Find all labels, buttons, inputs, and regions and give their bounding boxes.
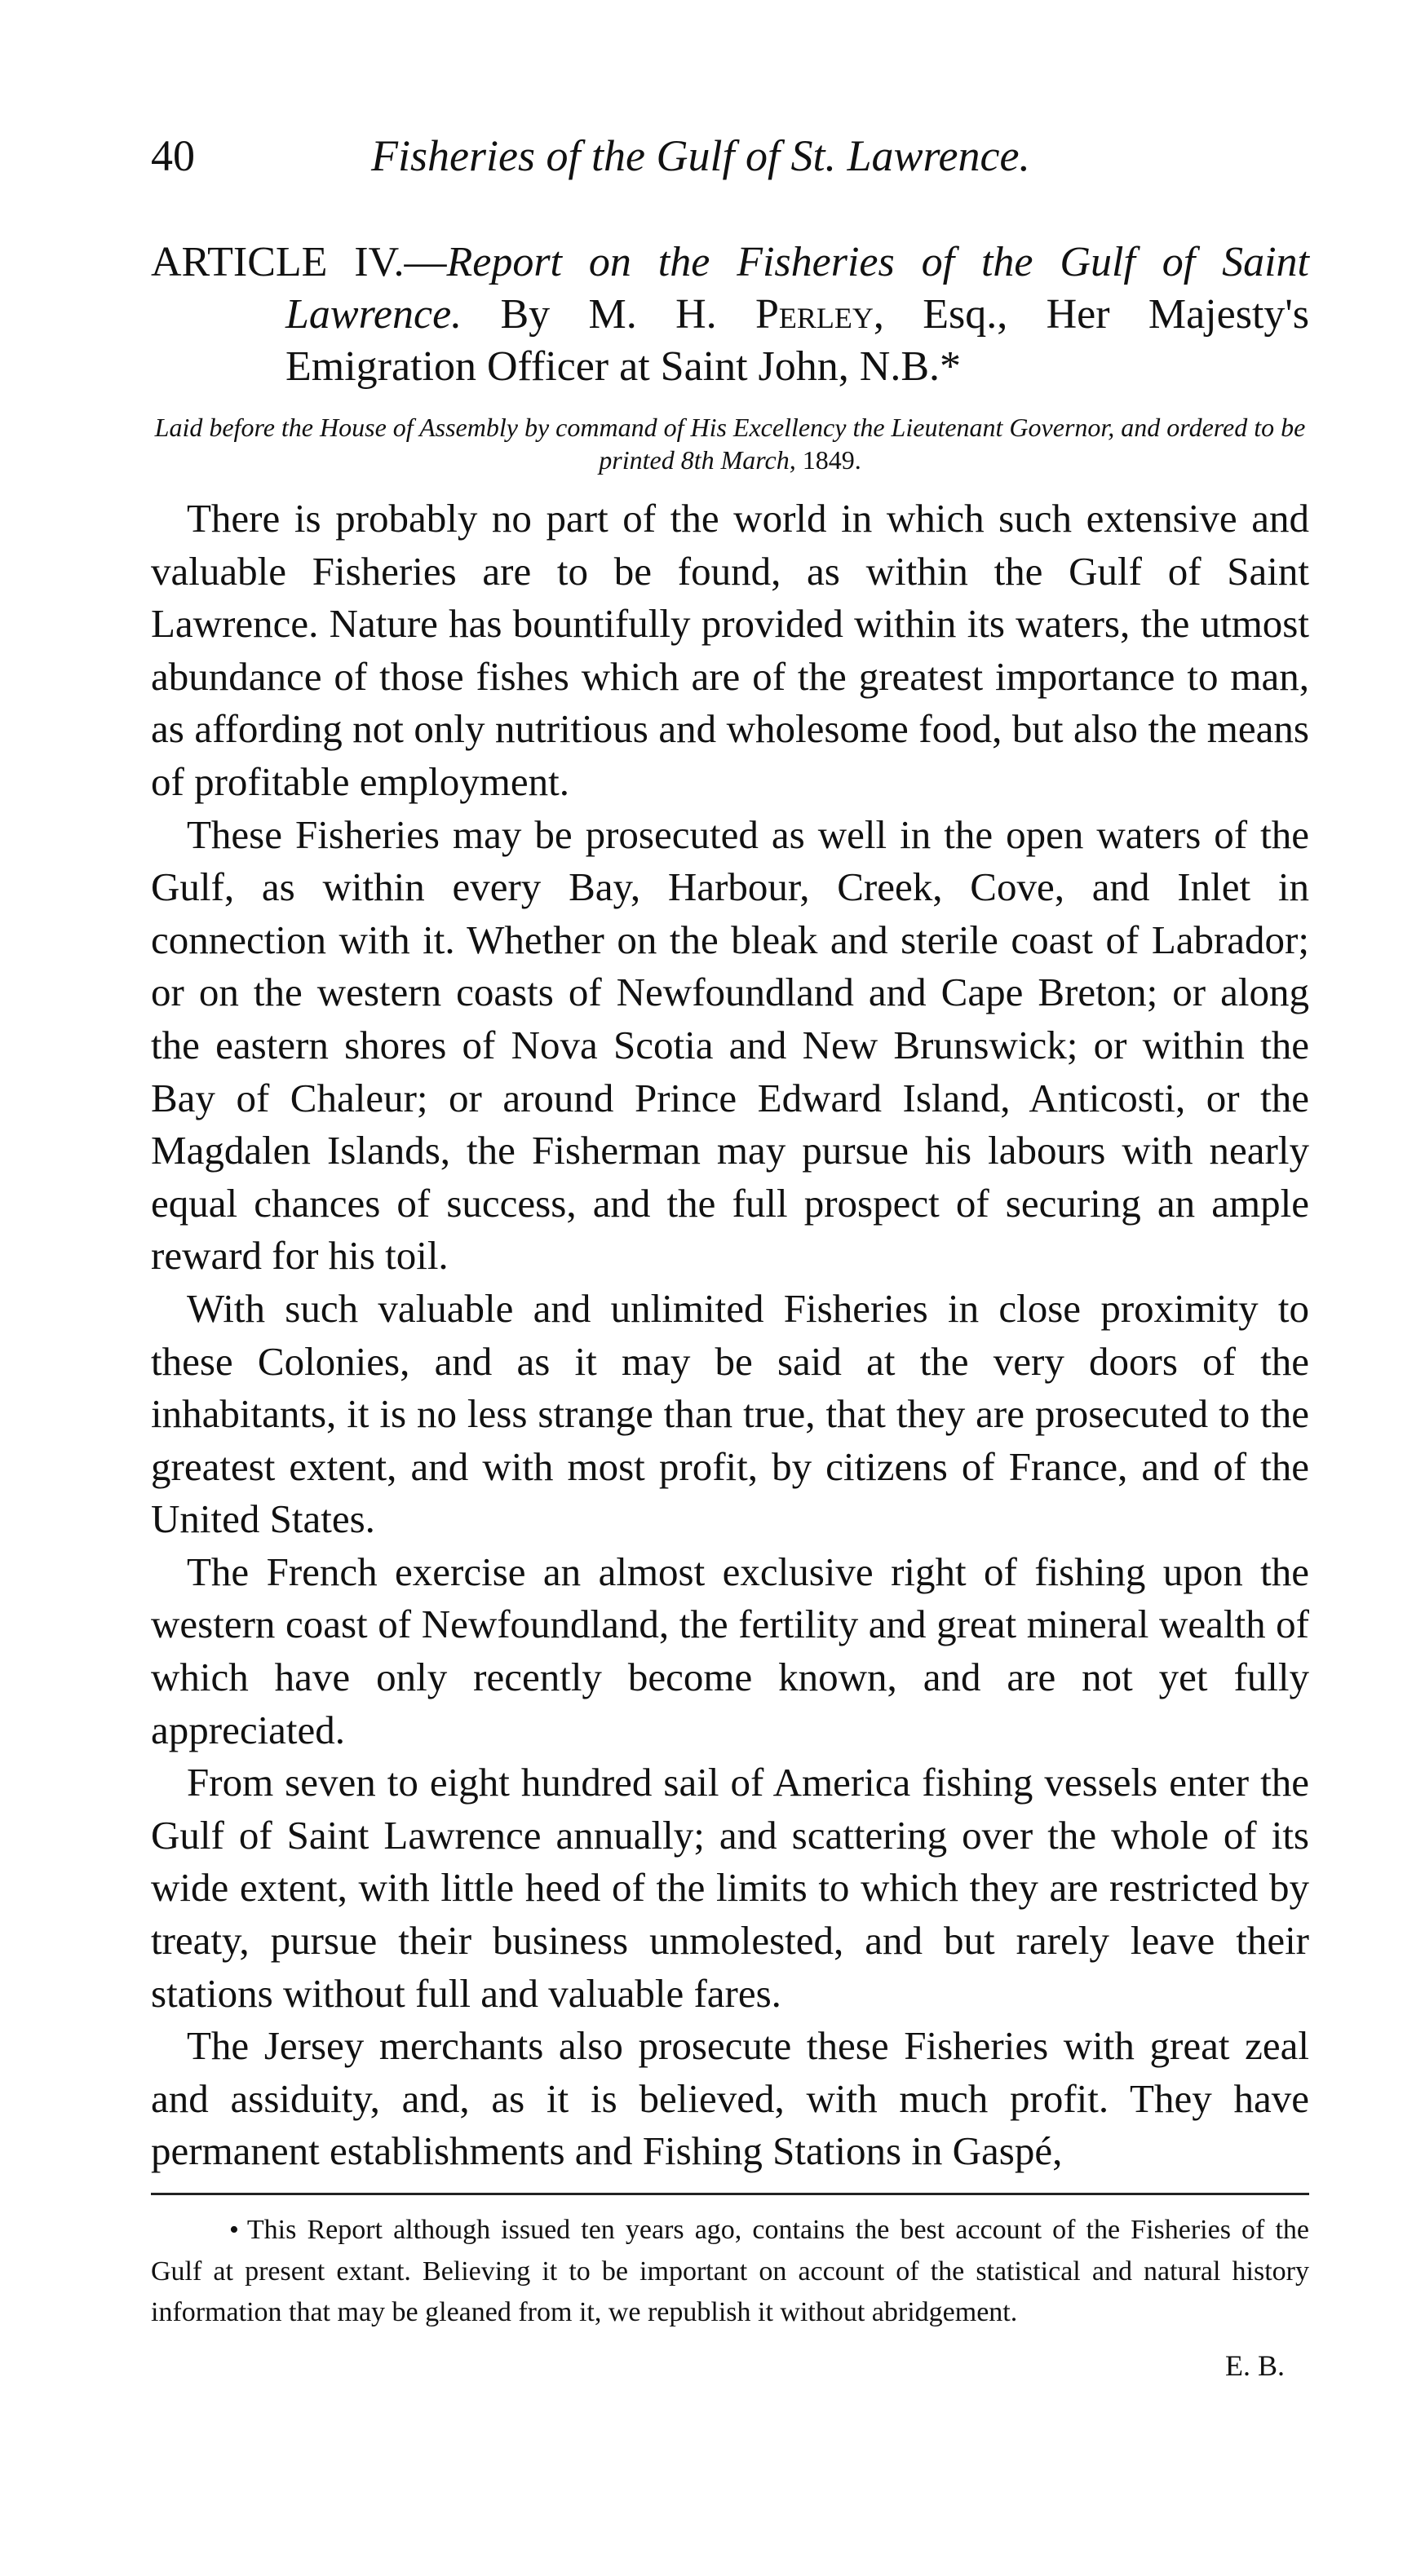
article-label: ARTICLE IV. <box>151 239 405 285</box>
footnote <box>151 2210 1309 2334</box>
article-by: By <box>500 291 551 338</box>
article-author-details: , Esq., Her Majesty's Emigration Officer at Saint John, N.B.* <box>285 291 1309 390</box>
body-text <box>151 493 1309 2178</box>
paragraph: The French exercise an almost exclusive right of fishing upon the western coast of Newfoundland, the fertility and great mineral wealth of which have only recently become known, and are not yet fully appreciated. <box>151 1549 1309 1752</box>
article-title: Report on the Fisheries of the Gulf of Saint Lawrence. <box>285 239 1309 338</box>
footnote-divider <box>151 2193 1309 2195</box>
running-title: Fisheries of the Gulf of St. Lawrence. <box>371 131 1030 180</box>
paragraph: With such valuable and unlimited Fisheries in close proximity to these Colonies, and as it may be said at the very doors of the inhabitants, it is no less strange than true, that they are prosecuted to the greatest extent, and with most profit, by citizens of France, and of the United States. <box>151 1285 1309 1542</box>
laid-note-year: 1849. <box>802 445 861 475</box>
paragraph: From seven to eight hundred sail of America fishing vessels enter the Gulf of Saint Lawrence annually; and scattering over the whole of its wide extent, with little heed of the limits to which they are restricted by treaty, pursue their business unmolested, and but rarely leave their stations without full and valuable fares. <box>151 1760 1309 2016</box>
footnote-text: This Report although issued ten years ago, contains the best account of the Fisheries of the Gulf at present extant. Believing it to be important on account of the statistical and natural history information that may be gleaned from it, we republish it without abridgement. <box>151 2215 1309 2327</box>
paragraph: These Fisheries may be prosecuted as well in the open waters of the Gulf, as within every Bay, Harbour, Creek, Cove, and Inlet in connection with it. Whether on the bleak and sterile coast of Labrador; or on the western coasts of Newfoundland and Cape Breton; or along the eastern shores of Nova Scotia and New Brunswick; or within the Bay of Chaleur; or around Prince Edward Island, Anticosti, or the Magdalen Islands, the Fisherman may pursue his labours with nearly equal chances of success, and the full prospect of securing an ample reward for his toil. <box>151 811 1309 1279</box>
paragraph: There is probably no part of the world in which such extensive and valuable Fisheries are to be found, as within the Gulf of Saint Lawrence. Nature has bountifully provided within its waters, the utmost abundance of those fishes which are of the greatest importance to man, as affording not only nutritious and wholesome food, but also the means of profitable employment. <box>151 496 1309 804</box>
paragraph: The Jersey merchants also prosecute these Fisheries with great zeal and assiduity, and, as it is believed, with much profit. They have permanent establishments and Fishing Stations in Gaspé, <box>151 2023 1309 2174</box>
laid-note <box>151 411 1309 476</box>
page-number: 40 <box>151 131 195 180</box>
footnote-mark: • <box>229 2215 239 2245</box>
article-author: M. H. Perley <box>588 291 874 338</box>
page-header <box>151 106 1309 188</box>
article-heading <box>151 236 1309 393</box>
article-dash: — <box>404 239 447 285</box>
footnote-signature: E. B. <box>1224 2348 1285 2382</box>
page <box>151 106 1309 2383</box>
laid-note-text: Laid before the House of Assembly by command of His Excellency the Lieutenant Governor, and ordered to be printed 8th March, <box>154 413 1306 475</box>
